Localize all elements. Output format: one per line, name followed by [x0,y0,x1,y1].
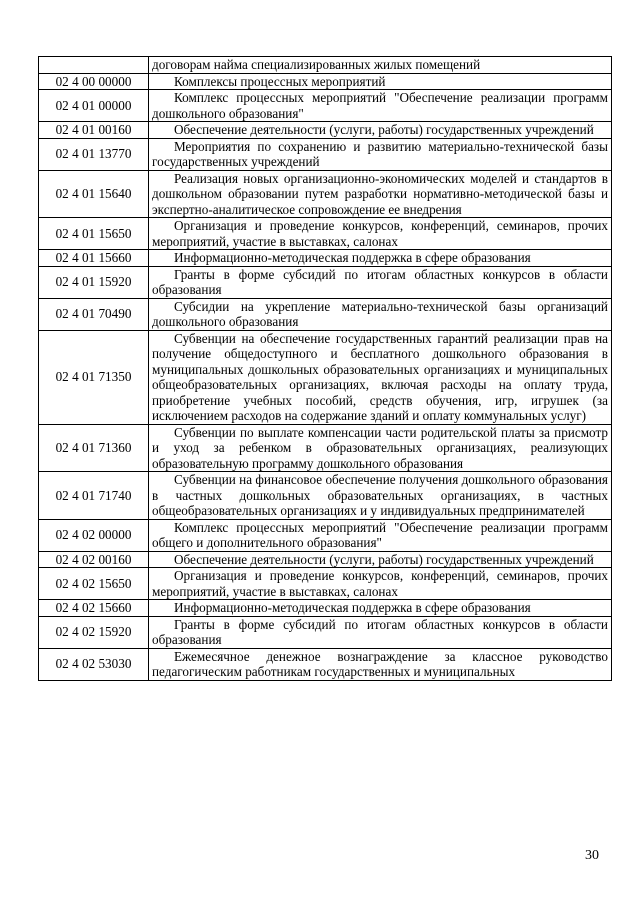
description-cell: Гранты в форме субсидий по итогам областных конкурсов в области образования [149,266,612,298]
code-cell: 02 4 02 15650 [39,568,149,600]
code-cell: 02 4 01 15640 [39,170,149,218]
code-cell: 02 4 01 13770 [39,138,149,170]
description-cell: Комплекс процессных мероприятий "Обеспечение реализации программ общего и дополнительного образования" [149,519,612,551]
code-cell: 02 4 02 00160 [39,551,149,568]
description-cell: Гранты в форме субсидий по итогам областных конкурсов в области образования [149,616,612,648]
description-cell: договорам найма специализированных жилых помещений [149,57,612,74]
code-cell [39,57,149,74]
code-cell: 02 4 01 00000 [39,90,149,122]
table-row [39,138,612,170]
code-cell: 02 4 01 15650 [39,218,149,250]
description-cell: Ежемесячное денежное вознаграждение за классное руководство педагогическим работникам государственных и муниципальных [149,648,612,680]
description-cell: Информационно-методическая поддержка в сфере образования [149,250,612,267]
table-body [39,57,612,681]
description-cell: Реализация новых организационно-экономических моделей и стандартов в дошкольном образовании путем разработки нормативно-методической базы и экспертно-аналитическое сопровождение ее внедрения [149,170,612,218]
code-cell: 02 4 02 15920 [39,616,149,648]
table-row [39,122,612,139]
table-row [39,519,612,551]
table-row [39,250,612,267]
description-cell: Субсидии на укрепление материально-технической базы организаций дошкольного образования [149,298,612,330]
description-cell: Мероприятия по сохранению и развитию материально-технической базы государственных учреждений [149,138,612,170]
description-cell: Комплексы процессных мероприятий [149,73,612,90]
code-cell: 02 4 01 70490 [39,298,149,330]
table-row [39,600,612,617]
code-cell: 02 4 02 15660 [39,600,149,617]
code-cell: 02 4 01 15660 [39,250,149,267]
table-row [39,472,612,520]
table-row [39,90,612,122]
description-cell: Организация и проведение конкурсов, конференций, семинаров, прочих мероприятий, участие в выставках, салонах [149,568,612,600]
code-cell: 02 4 02 00000 [39,519,149,551]
code-cell: 02 4 01 71350 [39,330,149,424]
description-cell: Комплекс процессных мероприятий "Обеспечение реализации программ дошкольного образования" [149,90,612,122]
description-cell: Обеспечение деятельности (услуги, работы) государственных учреждений [149,122,612,139]
table-row [39,330,612,424]
page-number: 30 [585,848,599,863]
table-row [39,424,612,472]
code-cell: 02 4 00 00000 [39,73,149,90]
table-row [39,266,612,298]
table-row [39,551,612,568]
description-cell: Субвенции на обеспечение государственных гарантий реализации прав на получение общедоступного и бесплатного дошкольного образования в муниципальных дошкольных образовательных организациях и муниципальных общеобразовательных организациях, включая расходы на оплату труда, приобретение учебных пособий, средств обучения, игр, игрушек (за исключением расходов на содержание зданий и оплату коммунальных услуг) [149,330,612,424]
description-cell: Организация и проведение конкурсов, конференций, семинаров, прочих мероприятий, участие в выставках, салонах [149,218,612,250]
table-row [39,170,612,218]
description-cell: Субвенции по выплате компенсации части родительской платы за присмотр и уход за ребенком в образовательных организациях, реализующих образовательную программу дошкольного образования [149,424,612,472]
code-cell: 02 4 01 71740 [39,472,149,520]
code-cell: 02 4 01 00160 [39,122,149,139]
table-row [39,616,612,648]
description-cell: Обеспечение деятельности (услуги, работы) государственных учреждений [149,551,612,568]
code-cell: 02 4 01 71360 [39,424,149,472]
classification-table [38,56,612,681]
table-row [39,218,612,250]
table-row [39,648,612,680]
table-row [39,57,612,74]
code-cell: 02 4 02 53030 [39,648,149,680]
description-cell: Информационно-методическая поддержка в сфере образования [149,600,612,617]
table-row [39,298,612,330]
description-cell: Субвенции на финансовое обеспечение получения дошкольного образования в частных дошкольных образовательных организациях, в частных общеобразовательных организациях и у индивидуальных предпринимателей [149,472,612,520]
table-row [39,73,612,90]
code-cell: 02 4 01 15920 [39,266,149,298]
table-row [39,568,612,600]
